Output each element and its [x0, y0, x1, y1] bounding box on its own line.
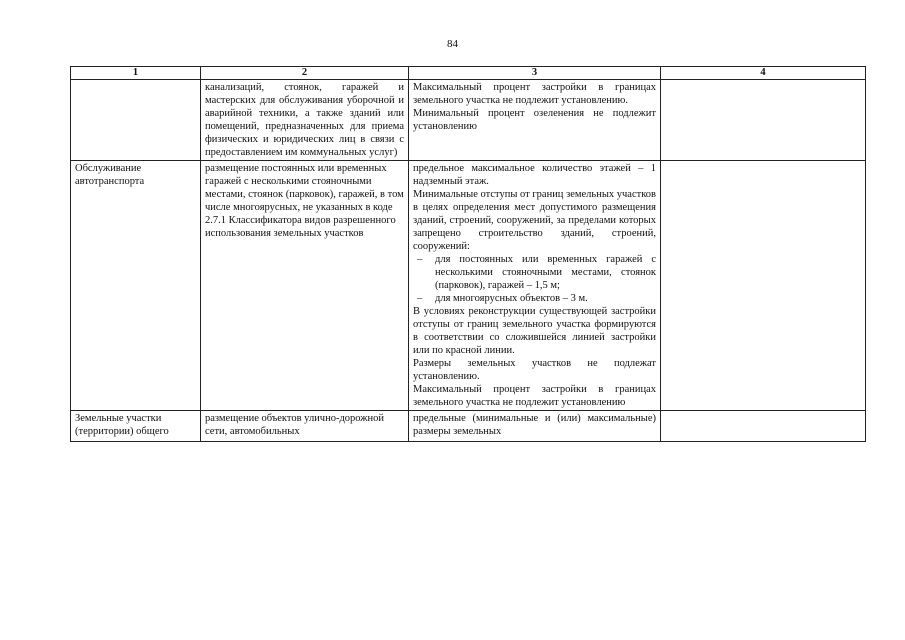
row3-col3: предельные (минимальные и (или) максимальные) размеры земельных	[409, 411, 661, 442]
row2-col3-intro: предельное максимальное количество этажей – 1 надземный этаж.	[413, 163, 656, 187]
row2-col1: Обслуживание автотранспорта	[71, 161, 201, 411]
row3-col4	[661, 411, 866, 442]
row2-col2: размещение постоянных или временных гаражей с несколькими стояночными местами, стоянок (парковок), гаражей, в том числе многоярусных, не указанных в коде 2.7.1 Классификатора видов разрешенного использования земельных участков	[201, 161, 409, 411]
row1-col3-paragraph: Минимальный процент озеленения не подлежит установлению	[413, 108, 656, 132]
row1-col2: канализаций, стоянок, гаражей и мастерских для обслуживания уборочной и аварийной техники, а также зданий или помещений, предназначенных для приема физических и юридических лиц в связи с предоставлением им коммунальных услуг)	[201, 80, 409, 161]
row2-col4	[661, 161, 866, 411]
list-item: – для постоянных или временных гаражей с несколькими стояночными местами, стоянок (парковок), гаражей – 1,5 м;	[413, 253, 656, 292]
header-row	[71, 67, 866, 80]
setback-list	[413, 253, 656, 305]
row1-col1	[71, 80, 201, 161]
row3-col2: размещение объектов улично-дорожной сети, автомобильных	[201, 411, 409, 442]
row2-col3-outro: Размеры земельных участков не подлежат установлению.	[413, 358, 656, 382]
row2-col3-intro: Минимальные отступы от границ земельных участков в целях определения мест допустимого размещения зданий, строений, сооружений, за пределами которых запрещено строительство зданий, строений, сооружений:	[413, 189, 656, 252]
header-col-1: 1	[71, 67, 201, 80]
table-row	[71, 80, 866, 161]
list-item: – для многоярусных объектов – 3 м.	[413, 292, 656, 305]
row1-col4	[661, 80, 866, 161]
row2-col3-outro: Максимальный процент застройки в границах земельного участка не подлежит установлению	[413, 384, 656, 408]
header-col-4: 4	[661, 67, 866, 80]
page-number: 84	[447, 38, 458, 50]
header-col-2: 2	[201, 67, 409, 80]
row2-col3-outro: В условиях реконструкции существующей застройки отступы от границ земельного участка формируются в соответствии со сложившейся линией застройки или по красной линии.	[413, 306, 656, 356]
regulations-table	[70, 66, 866, 442]
header-col-3: 3	[409, 67, 661, 80]
row1-col3	[409, 80, 661, 161]
table-row	[71, 161, 866, 411]
row3-col1: Земельные участки (территории) общего	[71, 411, 201, 442]
table-row	[71, 411, 866, 442]
row2-col3	[409, 161, 661, 411]
row1-col3-paragraph: Максимальный процент застройки в границах земельного участка не подлежит установлению.	[413, 82, 656, 106]
